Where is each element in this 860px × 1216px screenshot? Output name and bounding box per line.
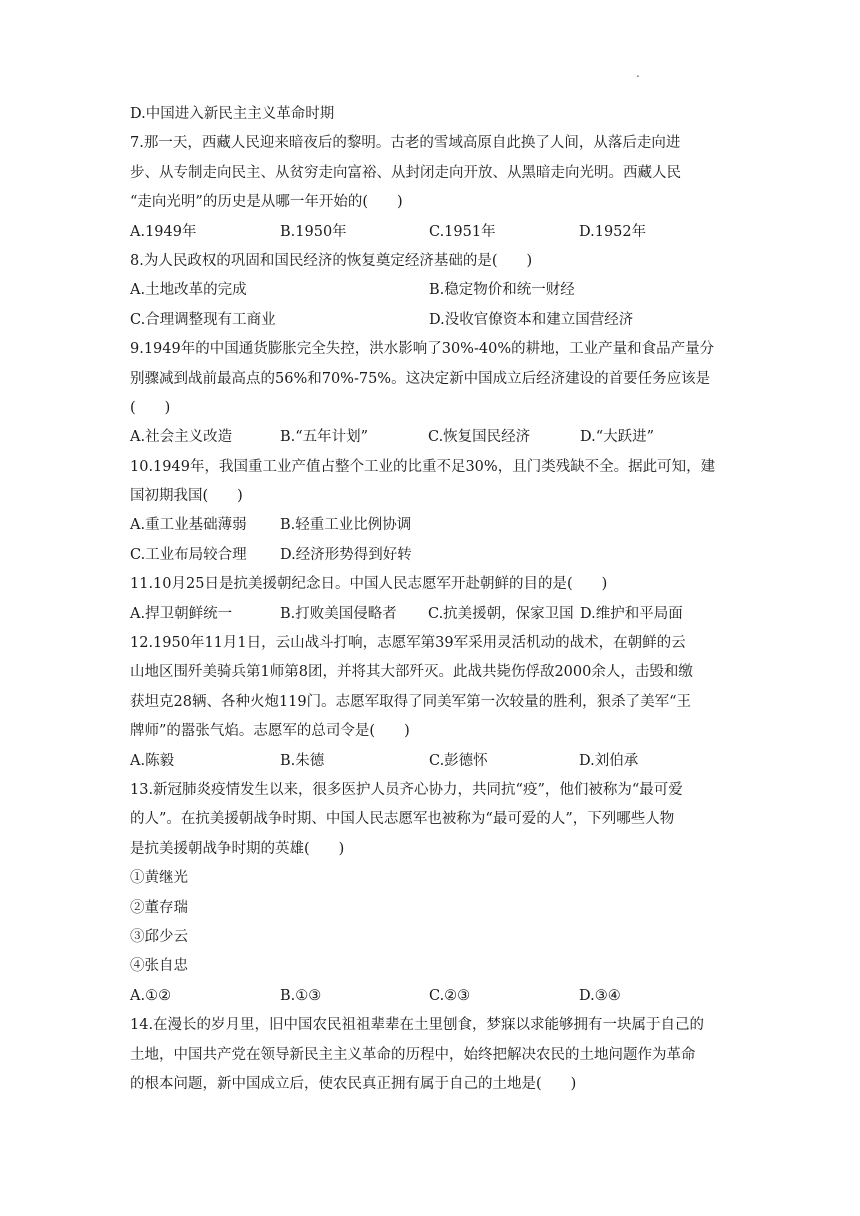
q11-options [130,600,730,629]
q14-stem-line: 的根本问题，新中国成立后，使农民真正拥有属于自己的土地是( ) [130,1075,577,1092]
q9-option-c: C.恢复国民经济 [428,429,531,446]
q8-stem-line: 8.为人民政权的巩固和国民经济的恢复奠定经济基础的是( ) [130,252,533,269]
q9-options [130,423,730,452]
question-14 [130,1011,730,1099]
q9-option-a: A.社会主义改造 [130,429,233,446]
question-content [130,100,730,1099]
q6-option-d: D.中国进入新民主主义革命时期 [130,106,335,122]
q10-options-row-1 [130,511,730,540]
q12-option-a: A.陈毅 [130,752,175,769]
q13-item: ③邱少云 [130,928,188,945]
q12-option-d: D.刘伯承 [579,752,639,769]
q7-stem-line: 7.那一天，西藏人民迎来暗夜后的黎明。古老的雪域高原自此换了人间，从落后走向进 [130,135,681,152]
q13-option-b: B.①③ [280,987,322,1004]
q11-option-a: A.捍卫朝鲜统一 [130,605,233,622]
q14-stem-line: 14.在漫长的岁月里，旧中国农民祖祖辈辈在土里刨食，梦寐以求能够拥有一块属于自己的 [130,1017,705,1034]
q10-option-b: B.轻重工业比例协调 [280,517,412,534]
q13-item: ④张自忠 [130,958,188,975]
q13-item: ②董存瑞 [130,899,188,916]
q12-option-b: B.朱德 [280,752,325,769]
q8-option-d: D.没收官僚资本和建立国营经济 [429,311,634,328]
q13-options [130,982,730,1011]
question-11 [130,570,730,629]
q13-option-d: D.③④ [579,987,621,1004]
question-7 [130,129,730,247]
q9-stem-line: 9.1949年的中国通货膨胀完全失控，洪水影响了30%-40%的耕地，工业产量和食品产量分 [130,341,715,358]
q7-option-b: B.1950年 [280,223,347,240]
q13-stem-line: 是抗美援朝战争时期的英雄( ) [130,840,345,857]
q11-stem-line: 11.10月25日是抗美援朝纪念日。中国人民志愿军开赴朝鲜的目的是( ) [130,576,608,593]
q8-option-c: C.合理调整现有工商业 [130,311,276,328]
q9-option-d: D.“大跃进” [580,429,655,446]
q12-stem-line: 牌师”的嚣张气焰。志愿军的总司令是( ) [130,723,410,740]
q11-option-b: B.打败美国侵略者 [280,605,397,622]
q10-option-a: A.重工业基础薄弱 [130,517,247,534]
question-13 [130,776,730,1011]
q10-stem-line: 国初期我国( ) [130,488,243,505]
question-8 [130,247,730,335]
q9-option-b: B.“五年计划” [280,429,369,446]
q13-item: ①黄继光 [130,870,188,887]
q12-options [130,747,730,776]
q7-options [130,218,730,247]
q10-stem-line: 10.1949年，我国重工业产值占整个工业的比重不足30%，且门类残缺不全。据此可知，建 [130,458,716,475]
page-mark: . [636,66,640,80]
q13-stem-line: 的人”。在抗美援朝战争时期、中国人民志愿军也被称为“最可爱的人”，下列哪些人物 [130,811,675,828]
q13-stem-line: 13.新冠肺炎疫情发生以来，很多医护人员齐心协力，共同抗“疫”，他们被称为“最可爱 [130,781,683,798]
q8-option-b: B.稳定物价和统一财经 [429,282,575,299]
q14-stem-line: 土地，中国共产党在领导新民主主义革命的历程中，始终把解决农民的土地问题作为革命 [130,1046,696,1063]
question-9 [130,335,730,453]
q11-option-d: D.维护和平局面 [580,605,683,622]
q12-stem-line: 获坦克28辆、各种火炮119门。志愿军取得了同美军第一次较量的胜利，狠杀了美军“王 [130,693,692,710]
q8-option-a: A.土地改革的完成 [130,282,247,299]
q12-option-c: C.彭德怀 [429,752,488,769]
q8-options-row-1 [130,276,730,305]
question-12 [130,629,730,776]
q9-stem-line: 别骤减到战前最高点的56%和70%-75%。这决定新中国成立后经济建设的首要任务应该是 [130,370,711,387]
question-10 [130,453,730,571]
q13-option-c: C.②③ [429,987,471,1004]
q7-stem-line: 步、从专制走向民主、从贫穷走向富裕、从封闭走向开放、从黑暗走向光明。西藏人民 [130,164,681,181]
q12-stem-line: 12.1950年11月1日，云山战斗打响，志愿军第39军采用灵活机动的战术，在朝鲜的云 [130,635,686,652]
q12-stem-line: 山地区围歼美骑兵第1师第8团，并将其大部歼灭。此战共毙伤俘敌2000余人，击毁和缴 [130,664,693,681]
q7-option-d: D.1952年 [579,223,647,240]
q7-option-a: A.1949年 [130,223,197,240]
q7-stem-line: “走向光明”的历史是从哪一年开始的( ) [130,194,403,211]
q10-option-d: D.经济形势得到好转 [280,546,412,563]
q10-options-row-2 [130,541,730,570]
q8-options-row-2 [130,306,730,335]
q10-option-c: C.工业布局较合理 [130,546,247,563]
q13-option-a: A.①② [130,987,172,1004]
q7-option-c: C.1951年 [429,223,496,240]
q11-option-c: C.抗美援朝，保家卫国 [428,605,574,622]
q9-stem-line: ( ) [130,399,171,416]
